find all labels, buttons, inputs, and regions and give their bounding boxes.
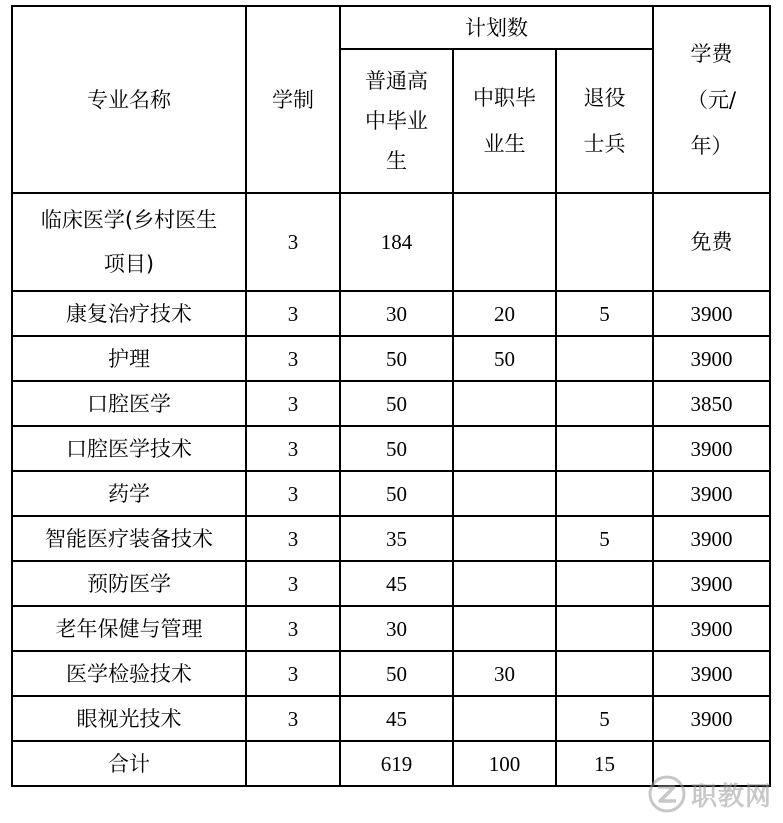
row-major-name-label: 临床医学(乡村医生项目) bbox=[40, 208, 218, 276]
total-tuition bbox=[653, 741, 770, 786]
row-plan-vocational bbox=[453, 516, 556, 561]
row-plan-hs: 184 bbox=[340, 193, 453, 291]
row-tuition: 3900 bbox=[653, 606, 770, 651]
row-major-name bbox=[12, 193, 246, 291]
row-plan-hs: 50 bbox=[340, 336, 453, 381]
row-duration: 3 bbox=[246, 426, 340, 471]
total-plan-hs: 619 bbox=[340, 741, 453, 786]
row-plan-veteran bbox=[556, 561, 653, 606]
header-major-name: 专业名称 bbox=[12, 6, 246, 193]
row-major-name: 老年保健与管理 bbox=[12, 606, 246, 651]
total-duration bbox=[246, 741, 340, 786]
row-plan-vocational bbox=[453, 426, 556, 471]
row-plan-veteran bbox=[556, 651, 653, 696]
total-label: 合计 bbox=[12, 741, 246, 786]
table-row bbox=[12, 193, 770, 291]
row-major-name: 康复治疗技术 bbox=[12, 291, 246, 336]
row-plan-veteran: 5 bbox=[556, 291, 653, 336]
row-major-name: 护理 bbox=[12, 336, 246, 381]
row-plan-veteran: 5 bbox=[556, 696, 653, 741]
row-tuition: 3900 bbox=[653, 291, 770, 336]
row-major-name: 医学检验技术 bbox=[12, 651, 246, 696]
total-plan-vocational: 100 bbox=[453, 741, 556, 786]
row-major-name: 口腔医学 bbox=[12, 381, 246, 426]
row-duration: 3 bbox=[246, 336, 340, 381]
row-major-name: 智能医疗装备技术 bbox=[12, 516, 246, 561]
header-duration: 学制 bbox=[246, 6, 340, 193]
row-tuition: 3900 bbox=[653, 651, 770, 696]
row-duration: 3 bbox=[246, 516, 340, 561]
table-row bbox=[12, 471, 770, 516]
table-row bbox=[12, 651, 770, 696]
row-plan-vocational bbox=[453, 561, 556, 606]
row-duration: 3 bbox=[246, 651, 340, 696]
row-major-name: 药学 bbox=[12, 471, 246, 516]
enrollment-plan-table bbox=[11, 5, 771, 787]
watermark-text: 职教网 bbox=[691, 781, 773, 812]
header-plan-veteran-label: 退役士兵 bbox=[583, 86, 626, 156]
table-row bbox=[12, 561, 770, 606]
row-duration: 3 bbox=[246, 561, 340, 606]
row-major-name: 预防医学 bbox=[12, 561, 246, 606]
table-row bbox=[12, 426, 770, 471]
header-plan-vocational-label: 中职毕业生 bbox=[473, 86, 536, 156]
row-plan-veteran bbox=[556, 426, 653, 471]
row-plan-hs: 35 bbox=[340, 516, 453, 561]
header-tuition-label: 学费（元/年） bbox=[686, 41, 737, 158]
row-plan-hs: 50 bbox=[340, 381, 453, 426]
header-plan-veteran bbox=[556, 49, 653, 193]
row-plan-veteran bbox=[556, 471, 653, 516]
table-row bbox=[12, 606, 770, 651]
row-plan-vocational: 30 bbox=[453, 651, 556, 696]
row-duration: 3 bbox=[246, 471, 340, 516]
row-tuition: 3850 bbox=[653, 381, 770, 426]
row-plan-vocational bbox=[453, 381, 556, 426]
row-plan-veteran bbox=[556, 381, 653, 426]
row-major-name: 眼视光技术 bbox=[12, 696, 246, 741]
row-plan-veteran bbox=[556, 336, 653, 381]
row-tuition: 3900 bbox=[653, 336, 770, 381]
row-tuition: 3900 bbox=[653, 426, 770, 471]
header-plan-hs bbox=[340, 49, 453, 193]
row-plan-hs: 50 bbox=[340, 471, 453, 516]
table-row bbox=[12, 516, 770, 561]
row-tuition: 3900 bbox=[653, 471, 770, 516]
row-plan-vocational: 50 bbox=[453, 336, 556, 381]
row-plan-vocational bbox=[453, 193, 556, 291]
row-duration: 3 bbox=[246, 606, 340, 651]
row-plan-hs: 50 bbox=[340, 651, 453, 696]
row-plan-hs: 45 bbox=[340, 561, 453, 606]
row-tuition: 免费 bbox=[653, 193, 770, 291]
row-plan-vocational: 20 bbox=[453, 291, 556, 336]
row-plan-vocational bbox=[453, 606, 556, 651]
row-duration: 3 bbox=[246, 193, 340, 291]
row-plan-hs: 30 bbox=[340, 606, 453, 651]
row-plan-vocational bbox=[453, 696, 556, 741]
table-row bbox=[12, 291, 770, 336]
row-tuition: 3900 bbox=[653, 696, 770, 741]
row-duration: 3 bbox=[246, 381, 340, 426]
row-duration: 3 bbox=[246, 696, 340, 741]
row-tuition: 3900 bbox=[653, 516, 770, 561]
table-row bbox=[12, 696, 770, 741]
header-tuition bbox=[653, 6, 770, 193]
row-plan-hs: 30 bbox=[340, 291, 453, 336]
row-plan-hs: 50 bbox=[340, 426, 453, 471]
row-duration: 3 bbox=[246, 291, 340, 336]
table-row bbox=[12, 381, 770, 426]
row-plan-vocational bbox=[453, 471, 556, 516]
table-row bbox=[12, 336, 770, 381]
row-plan-hs: 45 bbox=[340, 696, 453, 741]
row-plan-veteran: 5 bbox=[556, 516, 653, 561]
header-plan-group: 计划数 bbox=[340, 6, 653, 49]
total-row bbox=[12, 741, 770, 786]
row-major-name: 口腔医学技术 bbox=[12, 426, 246, 471]
header-plan-vocational bbox=[453, 49, 556, 193]
total-plan-veteran: 15 bbox=[556, 741, 653, 786]
header-plan-hs-label: 普通高中毕业生 bbox=[365, 69, 428, 173]
row-plan-veteran bbox=[556, 606, 653, 651]
row-tuition: 3900 bbox=[653, 561, 770, 606]
row-plan-veteran bbox=[556, 193, 653, 291]
